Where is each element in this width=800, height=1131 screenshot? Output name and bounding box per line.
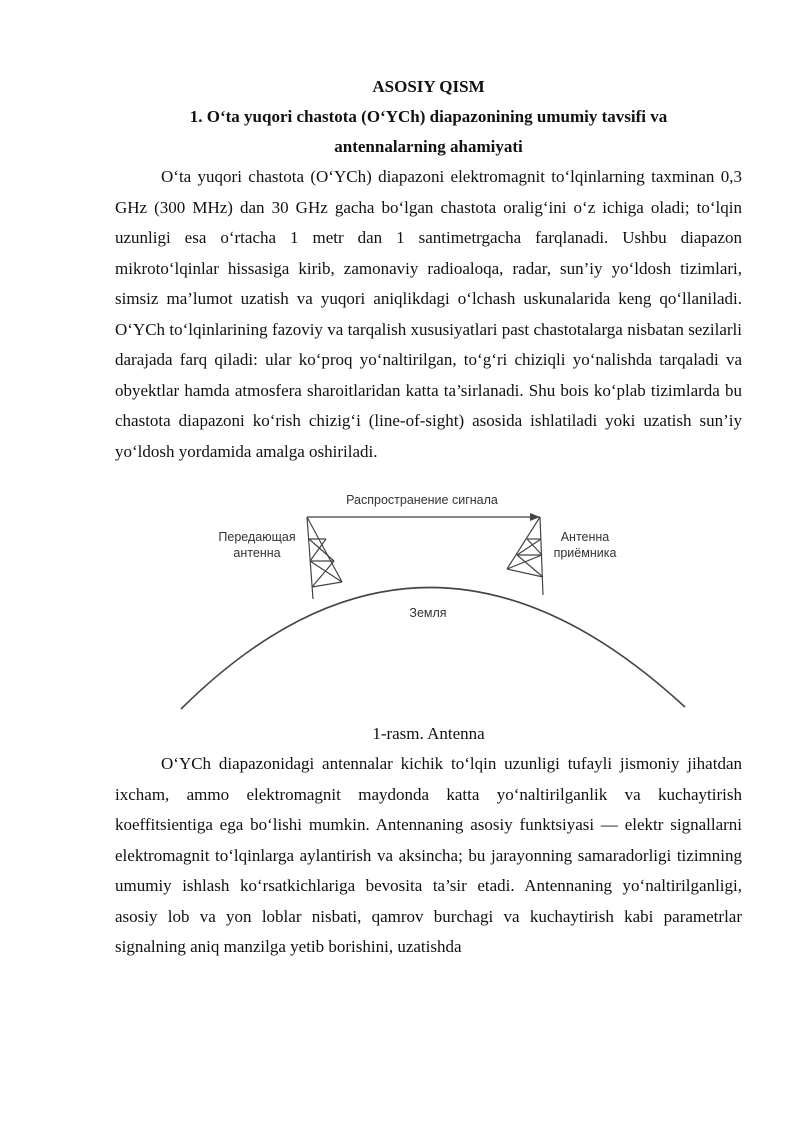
antenna-diagram (115, 477, 742, 717)
signal-propagation-label: Распространение сигнала (346, 493, 498, 507)
receiver-tower (507, 517, 543, 595)
receiver-label-line2: приёмника (553, 546, 617, 560)
subsection-title-line2: antennalarning ahamiyati (334, 137, 523, 156)
transmitter-label-line1: Передающая (218, 530, 296, 544)
subsection-title-line1: 1. O‘ta yuqori chastota (O‘YCh) diapazonining umumiy tavsifi va (189, 107, 668, 126)
transmitter-tower (307, 517, 342, 599)
paragraph-1: O‘ta yuqori chastota (O‘YCh) diapazoni elektromagnit to‘lqinlarning taxminan 0,3 GHz (300 MHz) dan 30 GHz gacha bo‘lgan chastota oralig‘ini o‘z ichiga oladi; to‘lqin uzunligi esa o‘rtacha 1 metr dan 1 santimetrgacha farqlanadi. Ushbu diapazon mikroto‘lqinlar hissasiga kirib, zamonaviy radioaloqa, radar, sun’iy yo‘ldosh tizimlari, simsiz ma’lumot uzatish va yuqori aniqlikdagi o‘lchash uskunalarida keng qo‘llaniladi. O‘YCh to‘lqinlarining fazoviy va tarqalish xususiyatlari past chastotalarga nisbatan sezilarli darajada farq qiladi: ular ko‘proq yo‘naltirilgan, to‘g‘ri chiziqli yo‘nalishda tarqaladi va obyektlar hamda atmosfera sharoitlaridan katta ta’sirlanadi. Shu bois ko‘plab tizimlarda bu chastota diapazoni ko‘rish chizig‘i (line-of-sight) asosida ishlatiladi yoki uzatish sun’iy yo‘ldosh yordamida amalga oshiriladi. (115, 167, 742, 461)
transmitter-label-line2: антенна (233, 546, 281, 560)
section-title: ASOSIY QISM (372, 77, 485, 96)
figure-caption: 1-rasm. Antenna (372, 724, 485, 743)
document-page (115, 72, 742, 963)
receiver-label-line1: Антенна (560, 530, 610, 544)
earth-label: Земля (409, 606, 447, 620)
antenna-figure (115, 477, 742, 717)
paragraph-2: O‘YCh diapazonidagi antennalar kichik to‘lqin uzunligi tufayli jismoniy jihatdan ixcham, ammo elektromagnit maydonda katta yo‘naltirilganlik va kuchaytirish koeffitsientiga ega bo‘lishi mumkin. Antennaning asosiy funktsiyasi — elektr signallarni elektromagnit to‘lqinlarga aylantirish va aksincha; bu jarayonning samaradorligi tizimning umumiy ishlash ko‘rsatkichlariga bevosita ta’sir etadi. Antennaning yo‘naltirilganligi, asosiy lob va yon loblar nisbati, qamrov burchagi va kuchaytirish kabi parametrlar signalning aniq manzilga yetib borishini, uzatishda (115, 754, 742, 956)
